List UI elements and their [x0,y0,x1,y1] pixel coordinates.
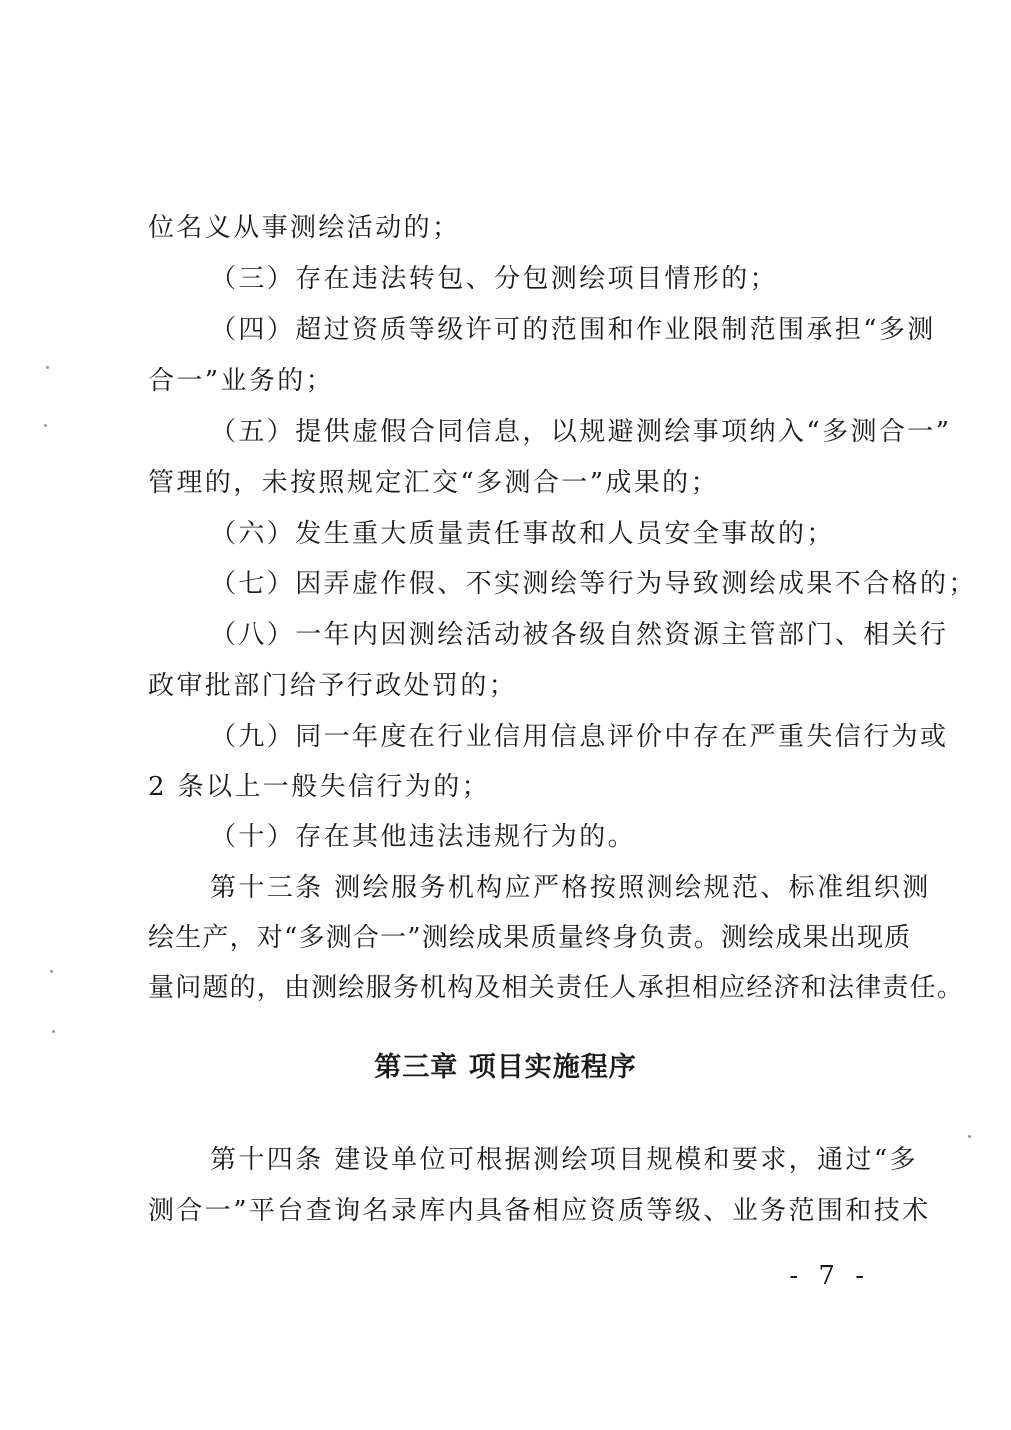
item-9-line-2: 2 条以上一般失信行为的； [148,772,491,802]
scan-speck [52,1030,55,1033]
body-line-1: 位名义从事测绘活动的； [148,213,461,243]
scan-speck [46,366,49,369]
item-8-line-1: （八）一年内因测绘活动被各级自然资源主管部门、相关行 [210,620,949,650]
article-14-line-2: 测合一”平台查询名录库内具备相应资质等级、业务范围和技术 [148,1196,931,1226]
item-10-line: （十）存在其他违法违规行为的。 [210,822,637,852]
chapter-heading: 第三章 项目实施程序 [374,1052,637,1083]
item-3-line: （三）存在违法转包、分包测绘项目情形的； [210,264,779,294]
article-13-line-2: 绘生产，对“多测合一”测绘成果质量终身负责。测绘成果出现质 [148,923,912,953]
article-13-line-1: 第十三条 测绘服务机构应严格按照测绘规范、标准组织测 [210,873,931,903]
item-7-line: （七）因弄虚作假、不实测绘等行为导致测绘成果不合格的； [210,569,977,599]
item-5-line-1: （五）提供虚假合同信息，以规避测绘事项纳入“多测合一” [210,417,952,447]
item-4-line-1: （四）超过资质等级许可的范围和作业限制范围承担“多测 [210,315,936,345]
page-number: - 7 - [789,1261,870,1291]
item-5-line-2: 管理的，未按照规定汇交“多测合一”成果的； [148,468,719,498]
article-13-line-3: 量问题的，由测绘服务机构及相关责任人承担相应经济和法律责任。 [148,973,965,1003]
scan-speck [968,1135,971,1138]
item-6-line: （六）发生重大质量责任事故和人员安全事故的； [210,519,835,549]
item-4-line-2: 合一”业务的； [148,366,335,396]
item-8-line-2: 政审批部门给予行政处罚的； [148,671,518,701]
article-14-line-1: 第十四条 建设单位可根据测绘项目规模和要求，通过“多 [210,1145,918,1175]
item-9-line-1: （九）同一年度在行业信用信息评价中存在严重失信行为或 [210,722,949,752]
scan-speck [44,424,47,427]
scan-speck [50,970,53,973]
